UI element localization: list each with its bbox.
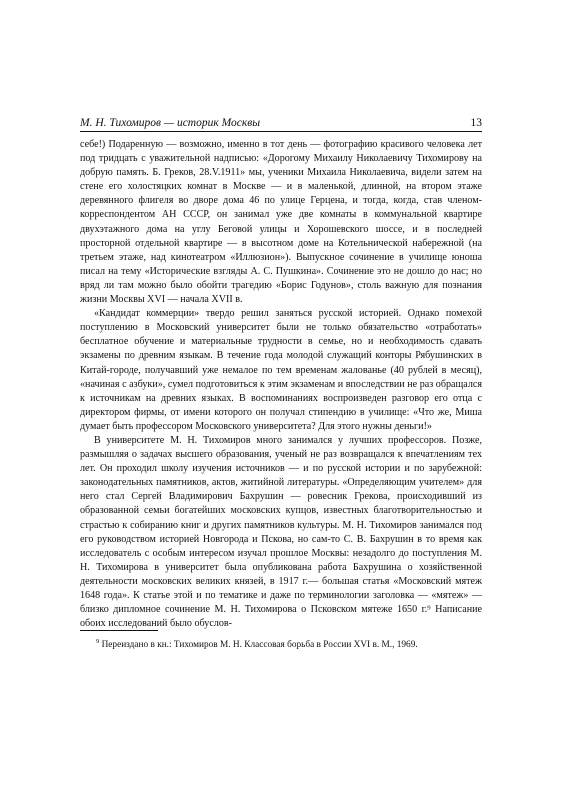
running-title: М. Н. Тихомиров — историк Москвы: [80, 117, 261, 129]
footnote-text: Переиздано в кн.: Тихомиров М. Н. Классовая борьба в России XVI в. М., 1969.: [101, 640, 418, 651]
paragraph: «Кандидат коммерции» твердо решил заняться русской историей. Однако помехой поступлению в Московский университет были не только обязательство «отработать» бесплатное обучение и материальные трудности в семье, но и необходимость сдавать экзамены по древним языкам. В течение года молодой служащий конторы Рябушинских в Китай-городе, получавший уже немалое по тем временам жалованье (40 рублей в месяц), «начиная с азбуки», сумел подготовиться к этим экзаменам и впоследствии не раз обращался к источникам на древних языках. В воспоминаниях воспроизведен разговор его отца с директором фирмы, от имени которого он получал стипендию в училище: «Что же, Миша думает быть профессором Московского университета? Для этого нужны деньги!»: [80, 308, 482, 432]
paragraph: себе!) Подаренную — возможно, именно в тот день — фотографию красивого человека лет под тридцать с уважительной надписью: «Дорогому Михаилу Николаевичу Тихомирову на добрую память. Б. Греков, 28.V.1911» мы, ученики Михаила Николаевича, видели затем на стене его холостяцких комнат в Москве — и в маленькой, длинной, на втором этаже деревянного флигеля во дворе дома 46 по улице Герцена, и тогда, когда, став членом-корреспондентом АН СССР, он занимал уже две комнаты в коммунальной квартире двухэтажного дома на углу Беговой улицы и Хорошевского шоссе, и в последней просторной отдельной квартире — в высотном доме на Котельнической набережной (на третьем этаже, над кинотеатром «Иллюзион»). Выпускное сочинение в училище юноша писал на тему «Исторические взгляды А. С. Пушкина». Сочинение это не дошло до нас; но вряд ли там можно было обойти трагедию «Борис Годунов», столь важную для познания жизни Москвы XVI — начала XVII в.: [80, 139, 482, 306]
footnote-rule: [80, 630, 158, 631]
footnote: [96, 636, 482, 651]
footnote-marker: 9: [96, 638, 100, 645]
running-head: [80, 116, 482, 130]
paragraph: В университете М. Н. Тихомиров много занимался у лучших профессоров. Позже, размышляя о задачах высшего образования, ученый не раз возвращался к впечатлениям тех лет. Он проходил школу изучения источников — и по русской истории и по зарубежной: законодательных памятников, актов, житийной литературы. «Определяющим учителем» для него стал Сергей Владимирович Бахрушин — ровесник Грекова, происходивший из образованной семьи богатейших московских купцов, известных благотворительностью и страстью к собиранию книг и других памятников культуры. М. Н. Тихомиров занимался под его руководством историей Новгорода и Пскова, но сам-то С. В. Бахрушин в то время как исследователь с особым интересом изучал прошлое Москвы: незадолго до поступления М. Н. Тихомирова в университет была опубликована работа Бахрушина о хозяйственной деятельности московских великих князей, в 1917 г.— большая статья «Московский мятеж 1648 года». К статье этой и по тематике и даже по терминологии заголовка — «мятеж» — близко дипломное сочинение М. Н. Тихомирова о Псковском мятеже 1650 г.⁹ Написание обоих исследований было обуслов-: [80, 434, 482, 630]
header-rule: [80, 131, 482, 132]
page-number: 13: [470, 117, 482, 129]
body-text: [80, 138, 482, 631]
